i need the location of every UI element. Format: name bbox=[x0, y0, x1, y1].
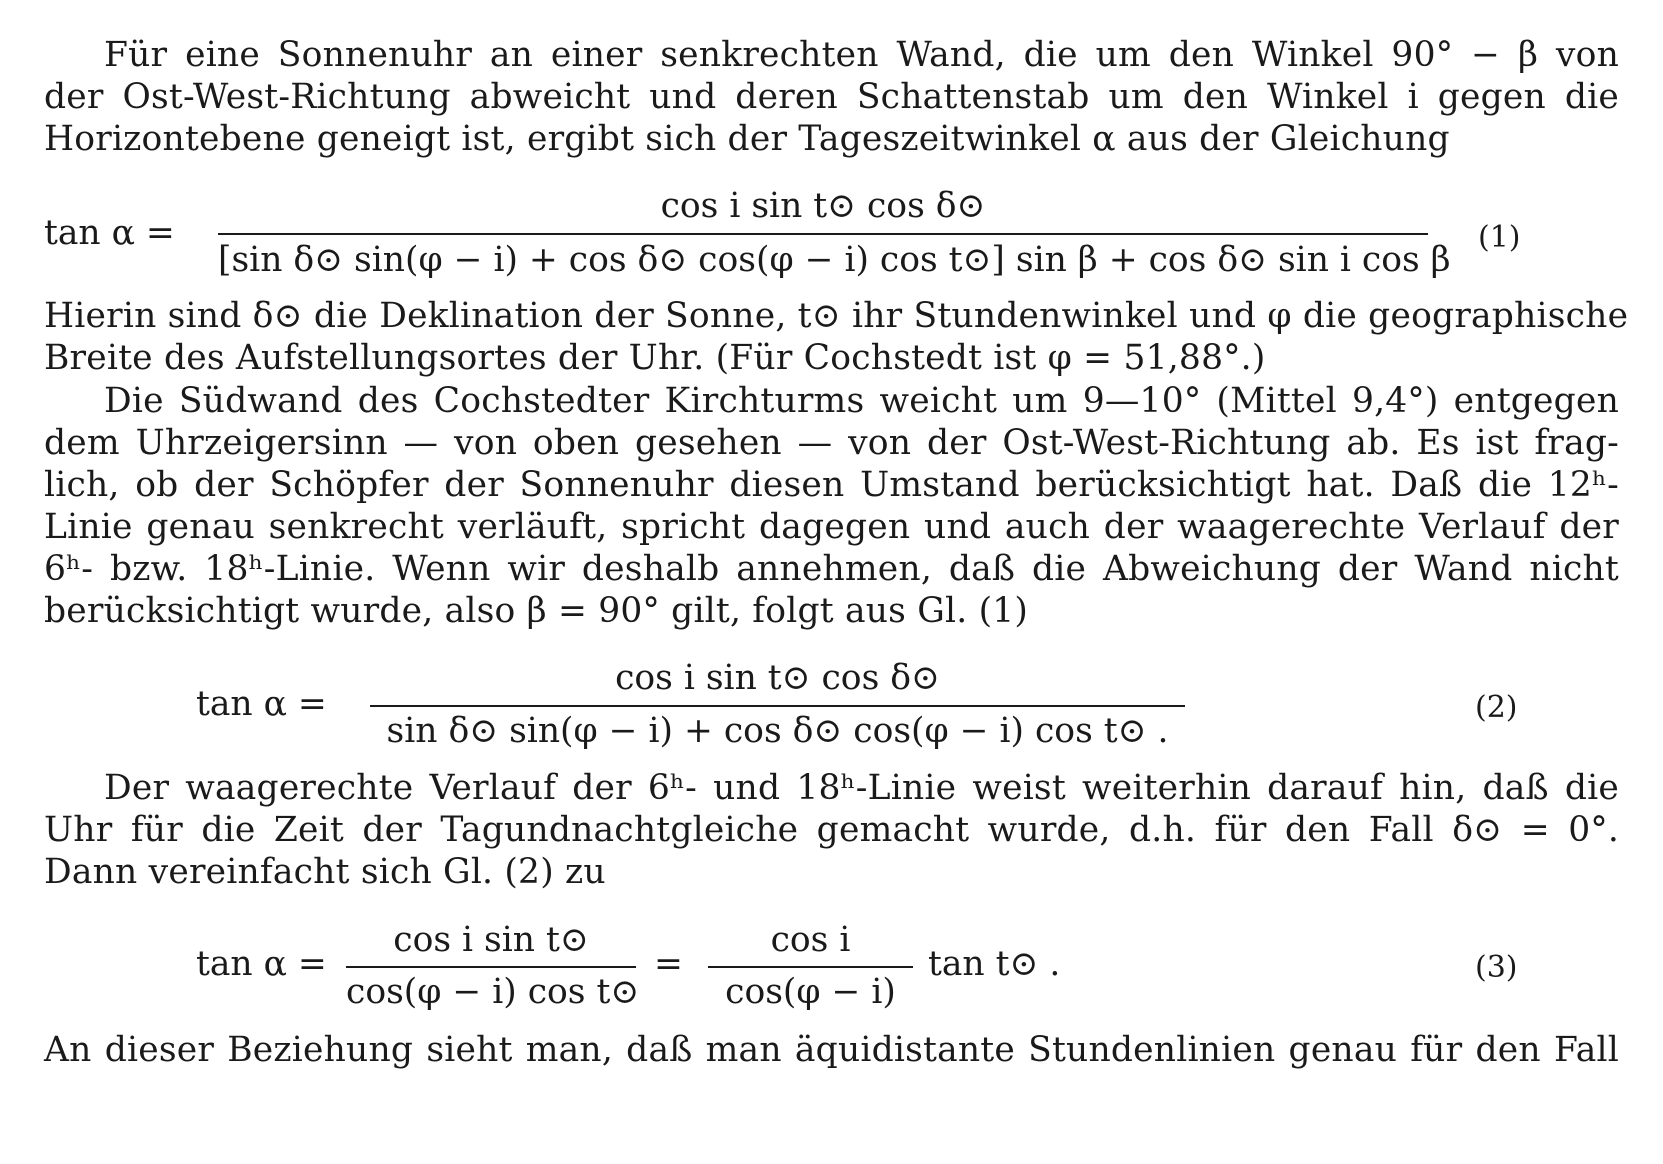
paragraph3-line5: 6ʰ- bzw. 18ʰ-Linie. Wenn wir deshalb annehmen, daß die Abweichung der Wand nicht bbox=[44, 549, 1619, 589]
paragraph3-line2: dem Uhrzeigersinn — von oben gesehen — von der Ost-West-Richtung ab. Es ist frag- bbox=[44, 423, 1619, 463]
paragraph1-line3: Horizontebene geneigt ist, ergibt sich der Tageszeitwinkel α aus der Gleichung bbox=[44, 119, 1450, 159]
paragraph4-line2: Uhr für die Zeit der Tagundnachtgleiche gemacht wurde, d.h. für den Fall δ⊙ = 0°. bbox=[44, 810, 1619, 850]
eq3-frac2-numerator: cos i bbox=[770, 920, 851, 960]
paragraph3-line3: lich, ob der Schöpfer der Sonnenuhr diesen Umstand berücksichtigt hat. Daß die 12ʰ- bbox=[44, 465, 1619, 505]
paragraph1-line1: Für eine Sonnenuhr an einer senkrechten Wand, die um den Winkel 90° − β von bbox=[104, 35, 1619, 75]
paragraph5-line1: An dieser Beziehung sieht man, daß man äquidistante Stundenlinien genau für den Fall bbox=[44, 1030, 1619, 1070]
eq2-number: (2) bbox=[1475, 690, 1518, 725]
eq3-frac2-denominator: cos(φ − i) bbox=[725, 972, 896, 1012]
eq1-numerator: cos i sin t⊙ cos δ⊙ bbox=[660, 186, 986, 226]
paragraph3-line6: berücksichtigt wurde, also β = 90° gilt, folgt aus Gl. (1) bbox=[44, 591, 1029, 631]
eq2-denominator: sin δ⊙ sin(φ − i) + cos δ⊙ cos(φ − i) cos t⊙ . bbox=[386, 711, 1169, 751]
eq3-lhs: tan α = bbox=[196, 944, 327, 984]
paragraph4-line3: Dann vereinfacht sich Gl. (2) zu bbox=[44, 852, 606, 892]
eq1-denominator: [sin δ⊙ sin(φ − i) + cos δ⊙ cos(φ − i) cos t⊙] sin β + cos δ⊙ sin i cos β bbox=[218, 240, 1451, 280]
paragraph4-line1: Der waagerechte Verlauf der 6ʰ- und 18ʰ-Linie weist weiterhin darauf hin, daß die bbox=[104, 768, 1619, 808]
eq3-tail: tan t⊙ . bbox=[928, 944, 1061, 984]
eq3-number: (3) bbox=[1475, 950, 1518, 985]
eq3-frac1-bar bbox=[346, 966, 636, 968]
eq1-number: (1) bbox=[1478, 220, 1521, 255]
eq2-lhs: tan α = bbox=[196, 684, 327, 724]
eq3-frac1-numerator: cos i sin t⊙ bbox=[393, 920, 589, 960]
paragraph2-line2: Breite des Aufstellungsortes der Uhr. (Für Cochstedt ist φ = 51,88°.) bbox=[44, 338, 1266, 378]
paragraph3-line4: Linie genau senkrecht verläuft, spricht dagegen und auch der waagerechte Verlauf der bbox=[44, 507, 1619, 547]
eq2-numerator: cos i sin t⊙ cos δ⊙ bbox=[615, 658, 940, 698]
eq1-fraction-bar bbox=[218, 233, 1428, 235]
eq1-lhs: tan α = bbox=[44, 213, 175, 253]
eq3-frac2-bar bbox=[708, 966, 913, 968]
eq3-frac1-denominator: cos(φ − i) cos t⊙ bbox=[346, 972, 640, 1012]
paragraph1-line2: der Ost-West-Richtung abweicht und deren Schattenstab um den Winkel i gegen die bbox=[44, 77, 1619, 117]
paragraph2-line1: Hierin sind δ⊙ die Deklination der Sonne, t⊙ ihr Stundenwinkel und φ die geographische bbox=[44, 296, 1629, 336]
eq3-equals: = bbox=[654, 944, 683, 984]
eq2-fraction-bar bbox=[370, 705, 1185, 707]
paragraph3-line1: Die Südwand des Cochstedter Kirchturms weicht um 9—10° (Mittel 9,4°) entgegen bbox=[104, 381, 1619, 421]
